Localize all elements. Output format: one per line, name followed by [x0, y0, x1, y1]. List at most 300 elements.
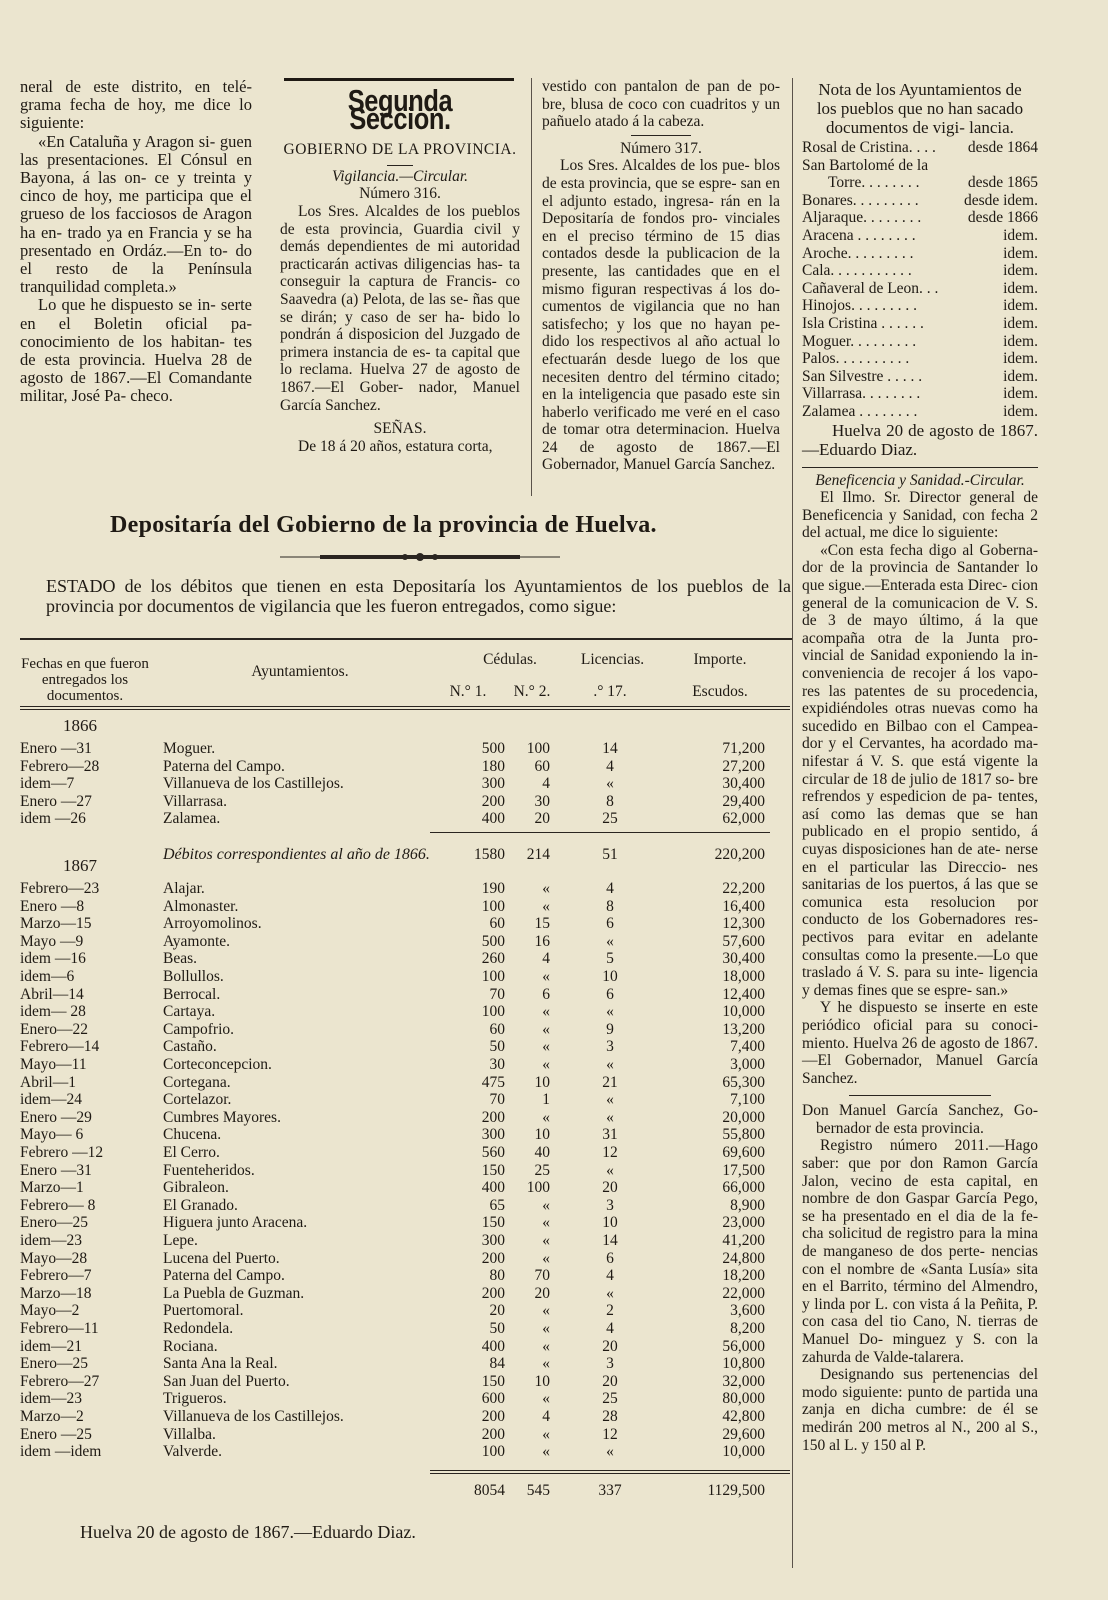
cedula-n2-cell: « — [542, 1355, 550, 1373]
cedula-n2-cell: « — [542, 1214, 550, 1232]
cedula-n1-cell: 30 — [489, 1056, 505, 1073]
table-row — [20, 810, 790, 828]
date-cell: Febrero—28 — [20, 757, 100, 775]
cedula-n1-cell: 180 — [481, 757, 505, 775]
licencias-cell: 31 — [602, 1126, 618, 1144]
ayuntamiento-cell: Puertomoral. — [163, 1302, 244, 1320]
cedula-n1-cell: 190 — [481, 880, 505, 897]
header-n17: .° 17. — [593, 683, 627, 700]
column-3 — [542, 78, 780, 474]
divider-rule — [849, 1095, 991, 1096]
importe-cell: 12,300 — [722, 915, 765, 933]
table-row — [20, 1426, 790, 1444]
nota-item — [802, 139, 1038, 157]
table-row — [20, 986, 790, 1004]
date-cell: Febrero—14 — [20, 1038, 100, 1056]
nota-item-name: Cala. . . . . . . . . . . — [802, 262, 912, 280]
table-row — [20, 1390, 790, 1408]
date-cell: Enero—25 — [20, 1214, 89, 1232]
table-row — [20, 1109, 790, 1127]
importe-cell: 29,600 — [722, 1425, 765, 1443]
table-row — [20, 1320, 790, 1338]
divider-rule — [802, 467, 1038, 468]
senas-title: SEÑAS. — [373, 420, 427, 438]
ayuntamiento-cell: Valverde. — [163, 1443, 222, 1461]
nota-item — [802, 192, 1038, 210]
cedula-n1-cell: 200 — [481, 1408, 505, 1425]
cedula-n1-cell: 300 — [481, 775, 505, 793]
ayuntamiento-cell: Cortegana. — [163, 1073, 231, 1091]
importe-cell: 29,400 — [722, 792, 765, 810]
column-divider — [531, 78, 532, 496]
numero-317: Número 317. — [620, 139, 702, 157]
total-importe: 1129,500 — [707, 1482, 765, 1499]
cedula-n1-cell: 150 — [481, 1161, 505, 1179]
cedula-n1-cell: 100 — [481, 968, 505, 985]
ornament-rule — [280, 552, 560, 562]
header-importe: Importe. — [693, 651, 747, 668]
circular-title: Vigilancia.—Circular. — [331, 167, 469, 185]
licencias-cell: 8 — [606, 897, 614, 915]
table-row — [20, 950, 790, 968]
cedula-n2-cell: « — [542, 1038, 550, 1056]
date-cell: Enero —8 — [20, 897, 85, 915]
cedula-n2-cell: « — [542, 1390, 550, 1408]
date-cell: idem —26 — [20, 810, 86, 828]
licencias-cell: « — [606, 1108, 614, 1126]
header-n2: N.° 2. — [513, 683, 551, 700]
table-row — [20, 933, 790, 951]
licencias-cell: 25 — [602, 1390, 618, 1408]
cedula-n2-cell: 25 — [534, 1161, 550, 1179]
importe-cell: 69,600 — [722, 1144, 765, 1161]
nota-item — [802, 333, 1038, 351]
date-cell: Marzo—1 — [20, 1179, 84, 1197]
date-cell: idem—24 — [20, 1091, 82, 1109]
column-1 — [20, 78, 252, 406]
cedula-n2-cell: 4 — [542, 775, 550, 793]
cedula-n1-cell: 475 — [481, 1073, 505, 1091]
ayuntamiento-cell: San Juan del Puerto. — [163, 1372, 290, 1390]
ayuntamiento-cell: Fuenteheridos. — [163, 1161, 255, 1179]
nota-item — [802, 262, 1038, 280]
cedula-n2-cell: « — [542, 1108, 550, 1126]
date-cell: Enero —25 — [20, 1425, 92, 1443]
importe-cell: 8,200 — [730, 1320, 765, 1337]
licencias-cell: 20 — [602, 1372, 618, 1390]
importe-cell: 3,000 — [730, 1056, 765, 1073]
table-row — [20, 1091, 790, 1109]
registro-body: Registro número 2011.—Hago saber: que por don Ramon García Jalon, vecino de esta capital, en nombre de don Gaspar García Pego, se ha presentado en el dia de la fe- cha solicitud de registro para la mina de manganeso de dos perte- nencias con el nombre de «Santa Lusía» sita en el Barrito, término del Almendro, y linda por L. con vista á la Peñita, P. con casa del tio Cano, N. tierras de Manuel Do- minguez y S. con la zahurda de Valde-talarera. — [802, 1137, 1038, 1366]
beneficencia-quote: «Con esta fecha digo al Goberna- dor de la provincia de Santander lo que sigue.—Enterada esta Direc- cion general de la comunicacion de V. S. de 3 de mayo último, á la que acompaña otra de la Junta pro- vincial de Sanidad exponiendo la in- conveniencia de recojer á los vapo- res las patentes de su procedencia, expidiéndoles otras nuevas como ha sucedido en Bilbao con el Campea- dor y el Cervantes, ha acordado ma- nifestar á V. S. que está vigente la circular de 18 de julio de 1817 so- bre refrendos y espedicion de pa- tentes, así como las demas que se han publicado en el propio sentido, á cuyas disposiciones han de ate- nerse en el particular las Direccio- nes sanitarias de los puertos, á las que se comunica esta resolucion por conducto de los Gobernadores res- pectivos para evitar en adelante consultas como la presente.—Lo que traslado á V. S. para su inte- ligencia y demas fines que se espre- san.» — [802, 541, 1038, 999]
estado-intro: ESTADO de los débitos que tienen en esta Depositaría los Ayuntamientos de los pueblos de la provincia por documentos de vigilancia que les fueron entregados, como sigue: — [46, 576, 791, 616]
date-cell: Abril—14 — [20, 985, 84, 1003]
cedula-n2-cell: « — [542, 897, 550, 915]
header-fechas: Fechas en que fueron entregados los documentos. — [21, 656, 149, 704]
nota-item-value: idem. — [1003, 297, 1038, 315]
table-row — [20, 1003, 790, 1021]
licencias-cell: 3 — [606, 1038, 614, 1056]
nota-item — [802, 297, 1038, 315]
table-row — [20, 1162, 790, 1180]
importe-cell: 16,400 — [722, 897, 765, 915]
ayuntamiento-cell: Cortelazor. — [163, 1091, 232, 1109]
importe-cell: 10,800 — [722, 1355, 765, 1373]
year-1867: 1867 — [63, 856, 97, 875]
cedula-n2-cell: « — [542, 1196, 550, 1214]
licencias-cell: 10 — [602, 968, 618, 985]
nota-item-name: San Bartolomé de la — [802, 156, 929, 174]
cedula-n2-cell: « — [542, 1443, 550, 1461]
table-row — [20, 775, 790, 793]
table-row — [20, 1285, 790, 1303]
ayuntamiento-cell: Gibraleon. — [163, 1179, 229, 1197]
cedula-n1-cell: 100 — [481, 897, 505, 915]
table-row — [20, 1302, 790, 1320]
nota-item-value: idem. — [1003, 279, 1038, 297]
importe-cell: 24,800 — [722, 1249, 765, 1267]
importe-cell: 3,600 — [730, 1302, 765, 1320]
ayuntamiento-cell: Rociana. — [163, 1337, 218, 1355]
table-row — [20, 758, 790, 776]
licencias-cell: 20 — [602, 1179, 618, 1197]
licencias-cell: « — [606, 1003, 614, 1021]
importe-cell: 22,200 — [722, 880, 765, 897]
total-licencias: 337 — [598, 1482, 622, 1499]
nota-item-name: Moguer. . . . . . . . . — [802, 332, 917, 350]
nota-item — [802, 174, 1038, 192]
table-row — [20, 1373, 790, 1391]
nota-item — [802, 280, 1038, 298]
table-row — [20, 793, 790, 811]
nota-item-value: idem. — [1003, 314, 1038, 332]
licencias-cell: 14 — [602, 740, 618, 757]
ayuntamiento-cell: Arroyomolinos. — [163, 915, 262, 933]
date-cell: Febrero —12 — [20, 1144, 104, 1161]
ayuntamiento-cell: Paterna del Campo. — [163, 1267, 285, 1285]
ayuntamiento-cell: Santa Ana la Real. — [163, 1355, 278, 1373]
cedula-n2-cell: 30 — [534, 792, 550, 810]
ayuntamiento-cell: Moguer. — [163, 740, 216, 757]
table-row — [20, 1232, 790, 1250]
column-4 — [802, 80, 1038, 1454]
senas-continuation: vestido con pantalon de pan de po- bre, blusa de coco con cuadritos y un pañuelo atado á la cabeza. — [542, 78, 780, 131]
cedula-n1-cell: 200 — [481, 1284, 505, 1302]
licencias-cell: 6 — [606, 1249, 614, 1267]
cedula-n1-cell: 500 — [481, 740, 505, 757]
cedula-n1-cell: 400 — [481, 1337, 505, 1355]
cedula-n2-cell: 20 — [534, 810, 550, 828]
date-cell: idem—7 — [20, 775, 75, 793]
ayuntamiento-cell: Lucena del Puerto. — [163, 1249, 280, 1267]
cedula-n2-cell: 10 — [534, 1372, 550, 1390]
total-n2: 545 — [526, 1482, 550, 1499]
cedula-n1-cell: 70 — [489, 1091, 505, 1109]
total-row — [20, 1482, 790, 1500]
cedula-n1-cell: 200 — [481, 1108, 505, 1126]
cedula-n1-cell: 300 — [481, 1232, 505, 1249]
cedula-n2-cell: 4 — [542, 1408, 550, 1425]
licencias-cell: 12 — [602, 1144, 618, 1161]
subtotal-n2: 214 — [526, 846, 550, 863]
nota-item-name: Rosal de Cristina. . . . — [802, 139, 936, 156]
ayuntamiento-cell: Trigueros. — [163, 1390, 227, 1408]
table-row — [20, 1267, 790, 1285]
nota-item-value: idem. — [1003, 226, 1038, 244]
date-cell: Marzo—15 — [20, 915, 92, 933]
importe-cell: 10,000 — [722, 1003, 765, 1021]
nota-item-name: Isla Cristina . . . . . . — [802, 314, 924, 332]
nota-item-name: Aljaraque. . . . . . . . — [802, 209, 922, 227]
nota-item-value: idem. — [1003, 332, 1038, 350]
header-cedulas: Cédulas. — [483, 651, 537, 668]
cedula-n2-cell: 4 — [542, 950, 550, 968]
senas-text: De 18 á 20 años, estatura corta, — [298, 437, 493, 455]
col1-paragraph: neral de este distrito, en telé- grama fecha de hoy, me dice lo siguiente: — [20, 77, 252, 133]
cedula-n1-cell: 150 — [481, 1372, 505, 1390]
importe-cell: 65,300 — [722, 1073, 765, 1091]
table-row — [20, 915, 790, 933]
depositaria-title: Depositaría del Gobierno de la provincia de Huelva. — [110, 512, 657, 538]
cedula-n2-cell: 10 — [534, 1126, 550, 1144]
date-cell: Abril—1 — [20, 1073, 76, 1091]
table-row — [20, 1443, 790, 1461]
importe-cell: 41,200 — [722, 1232, 765, 1249]
date-cell: idem—21 — [20, 1337, 82, 1355]
cedula-n2-cell: « — [542, 1020, 550, 1038]
date-cell: Febrero—23 — [20, 880, 100, 897]
ayuntamiento-cell: Beas. — [163, 950, 198, 968]
licencias-cell: 25 — [602, 810, 618, 828]
importe-cell: 71,200 — [722, 740, 765, 757]
cedula-n2-cell: « — [542, 1003, 550, 1021]
importe-cell: 30,400 — [722, 775, 765, 793]
cedula-n1-cell: 300 — [481, 1126, 505, 1144]
date-cell: Marzo—2 — [20, 1408, 84, 1425]
date-cell: Enero —27 — [20, 792, 92, 810]
beneficencia-end: Y he dispuesto se inserte en este periódico oficial para su conoci- miento. Huelva 26 de agosto de 1867.—El Gobernador, Manuel García Sanchez. — [802, 999, 1038, 1087]
subtotal-importe: 220,200 — [714, 846, 765, 863]
nota-item — [802, 403, 1038, 421]
gobierno-heading: GOBIERNO DE LA PROVINCIA. — [283, 141, 517, 159]
importe-cell: 55,800 — [722, 1126, 765, 1144]
licencias-cell: 4 — [606, 1320, 614, 1337]
importe-cell: 42,800 — [722, 1408, 765, 1425]
total-n1: 8054 — [474, 1482, 505, 1499]
nota-item-name: Bonares. . . . . . . . . — [802, 191, 919, 209]
cedula-n1-cell: 80 — [489, 1267, 505, 1285]
nota-list — [802, 139, 1038, 421]
nota-item-name: Cañaveral de Leon. . . — [802, 279, 939, 297]
cedula-n2-cell: 60 — [534, 757, 550, 775]
ayuntamiento-cell: Zalamea. — [163, 810, 221, 828]
header-licencias: Licencias. — [580, 651, 645, 668]
nota-item-value: idem. — [1003, 244, 1038, 262]
ayuntamiento-cell: La Puebla de Guzman. — [163, 1284, 305, 1302]
nota-item-value: desde 1866 — [967, 209, 1038, 227]
cedula-n1-cell: 600 — [481, 1390, 505, 1408]
importe-cell: 62,000 — [722, 810, 765, 828]
table-signature: Huelva 20 de agosto de 1867.—Eduardo Diaz. — [80, 1522, 416, 1542]
numero-316: Número 316. — [359, 185, 441, 203]
cedula-n1-cell: 200 — [481, 1425, 505, 1443]
short-rule — [387, 165, 413, 166]
nota-item-name: Hinojos. . . . . . . . . — [802, 297, 917, 315]
nota-item-value: idem. — [1003, 262, 1038, 280]
header-bottom-rule — [20, 709, 790, 710]
date-cell: Enero —31 — [20, 1161, 92, 1179]
licencias-cell: 5 — [606, 950, 614, 968]
nota-item-value: idem. — [1003, 385, 1038, 403]
importe-cell: 22,000 — [722, 1284, 765, 1302]
table-row — [20, 1038, 790, 1056]
nota-title: Nota de los Ayuntamientos de los pueblos que no han sacado documentos de vigi- lancia. — [816, 80, 1024, 137]
cedula-n2-cell: 6 — [542, 985, 550, 1003]
cedula-n2-cell: 100 — [526, 740, 550, 757]
importe-cell: 56,000 — [722, 1337, 765, 1355]
cedula-n2-cell: « — [542, 880, 550, 897]
cedula-n2-cell: « — [542, 1232, 550, 1249]
cedula-n1-cell: 400 — [481, 1179, 505, 1197]
nota-item — [802, 227, 1038, 245]
nota-item-value: desde 1864 — [967, 139, 1038, 156]
importe-cell: 10,000 — [722, 1443, 765, 1461]
beneficencia-body: El Ilmo. Sr. Director general de Beneficencia y Sanidad, con fecha 2 del actual, me dice lo siguiente: — [802, 489, 1038, 542]
nota-item-name: Zalamea . . . . . . . . — [802, 402, 918, 420]
date-cell: idem —16 — [20, 950, 86, 968]
nota-signature: Huelva 20 de agosto de 1867.—Eduardo Diaz. — [802, 420, 1038, 459]
subtotal-licencias: 51 — [602, 846, 618, 863]
subtotal-row — [20, 846, 790, 864]
table-row — [20, 968, 790, 986]
header-ayuntamientos: Ayuntamientos. — [251, 663, 349, 680]
importe-cell: 27,200 — [722, 757, 765, 775]
nota-item — [802, 209, 1038, 227]
ayuntamiento-cell: Chucena. — [163, 1126, 222, 1144]
date-cell: Febrero— 8 — [20, 1196, 96, 1214]
cedula-n2-cell: 15 — [534, 915, 550, 933]
nota-item — [802, 368, 1038, 386]
cedula-n1-cell: 150 — [481, 1214, 505, 1232]
licencias-cell: 2 — [606, 1302, 614, 1320]
date-cell: Mayo —9 — [20, 932, 84, 950]
date-cell: Enero—22 — [20, 1020, 89, 1038]
cedula-n1-cell: 500 — [481, 932, 505, 950]
cedula-n2-cell: « — [542, 1302, 550, 1320]
ayuntamiento-cell: Campofrio. — [163, 1020, 235, 1038]
nota-item-name: Aracena . . . . . . . . — [802, 226, 916, 244]
cedula-n1-cell: 20 — [489, 1302, 505, 1320]
subtotal-label: Débitos correspondientes al año de 1866. — [163, 846, 430, 863]
nota-item-value: idem. — [1003, 402, 1038, 420]
table-row — [20, 880, 790, 898]
cedula-n2-cell: « — [542, 1056, 550, 1073]
ayuntamiento-cell: Almonaster. — [163, 897, 239, 915]
importe-cell: 32,000 — [722, 1372, 765, 1390]
ayuntamiento-cell: Ayamonte. — [163, 932, 231, 950]
licencias-cell: 14 — [602, 1232, 618, 1249]
nota-item-name: Torre. . . . . . . . — [828, 174, 920, 192]
cedula-n2-cell: « — [542, 1425, 550, 1443]
cedula-n2-cell: 70 — [534, 1267, 550, 1285]
importe-cell: 30,400 — [722, 950, 765, 968]
date-cell: Mayo—11 — [20, 1056, 87, 1073]
ayuntamiento-cell: Redondela. — [163, 1320, 234, 1337]
ayuntamiento-cell: Villarrasa. — [163, 792, 228, 810]
nota-item-value: desde idem. — [963, 191, 1038, 209]
licencias-cell: 21 — [602, 1073, 618, 1091]
licencias-cell: 8 — [606, 792, 614, 810]
cedula-n2-cell: « — [542, 1249, 550, 1267]
date-cell: Mayo—2 — [20, 1302, 80, 1320]
cedula-n2-cell: 20 — [534, 1284, 550, 1302]
nota-item-name: Palos. . . . . . . . . . — [802, 350, 910, 368]
table-row — [20, 1338, 790, 1356]
date-cell: Mayo—28 — [20, 1249, 88, 1267]
licencias-cell: 10 — [602, 1214, 618, 1232]
ayuntamiento-cell: Higuera junto Aracena. — [163, 1214, 308, 1232]
nota-item-name: Aroche. . . . . . . . . — [802, 244, 914, 262]
section-rule — [284, 78, 514, 81]
cedula-n1-cell: 84 — [489, 1355, 505, 1373]
licencias-cell: « — [606, 932, 614, 950]
col1-paragraph: Lo que he dispuesto se in- serte en el Boletin oficial pa- conocimiento de los habitan- tes de esta provincia. Huelva 28 de agosto de 1867.—El Comandante militar, José Pa- checo. — [20, 295, 252, 406]
importe-cell: 7,100 — [730, 1091, 765, 1109]
importe-cell: 13,200 — [722, 1020, 765, 1038]
section-title: Segunda Seccion. — [347, 83, 453, 136]
date-cell: Marzo—18 — [20, 1284, 92, 1302]
licencias-cell: « — [606, 1161, 614, 1179]
importe-cell: 23,000 — [722, 1214, 765, 1232]
nota-item-name: San Silvestre . . . . . — [802, 367, 923, 385]
date-cell: idem— 28 — [20, 1003, 86, 1021]
subtotal-n1: 1580 — [474, 846, 505, 863]
table-row — [20, 1144, 790, 1162]
nota-item-value: desde 1865 — [967, 174, 1038, 192]
ayuntamiento-cell: Cartaya. — [163, 1003, 216, 1021]
table-row — [20, 1179, 790, 1197]
cedula-n1-cell: 60 — [489, 1020, 505, 1038]
licencias-cell: 4 — [606, 880, 614, 897]
date-cell: Mayo— 6 — [20, 1126, 84, 1144]
table-row — [20, 1126, 790, 1144]
nota-item — [802, 157, 1038, 175]
date-cell: Enero—25 — [20, 1355, 89, 1373]
importe-cell: 7,400 — [730, 1038, 765, 1056]
ayuntamiento-cell: Corteconcepcion. — [163, 1056, 272, 1073]
ayuntamiento-cell: Castaño. — [163, 1038, 217, 1056]
cedula-n2-cell: « — [542, 968, 550, 985]
date-cell: idem—23 — [20, 1390, 82, 1408]
table-row — [20, 1250, 790, 1268]
total-rule — [430, 1470, 790, 1471]
date-cell: idem—6 — [20, 968, 75, 985]
beneficencia-title: Beneficencia y Sanidad.-Circular. — [815, 471, 1025, 489]
table-row — [20, 1074, 790, 1092]
cedula-n1-cell: 260 — [481, 950, 505, 968]
licencias-cell: 6 — [606, 985, 614, 1003]
table-row — [20, 1021, 790, 1039]
cedula-n1-cell: 50 — [489, 1320, 505, 1337]
licencias-cell: « — [606, 1443, 614, 1461]
licencias-cell: « — [606, 1091, 614, 1109]
ayuntamiento-cell: Villalba. — [163, 1425, 216, 1443]
cedula-n1-cell: 400 — [481, 810, 505, 828]
table-row — [20, 1408, 790, 1426]
ayuntamiento-cell: Alajar. — [163, 880, 205, 897]
column-2 — [280, 83, 520, 455]
licencias-cell: 4 — [606, 757, 614, 775]
